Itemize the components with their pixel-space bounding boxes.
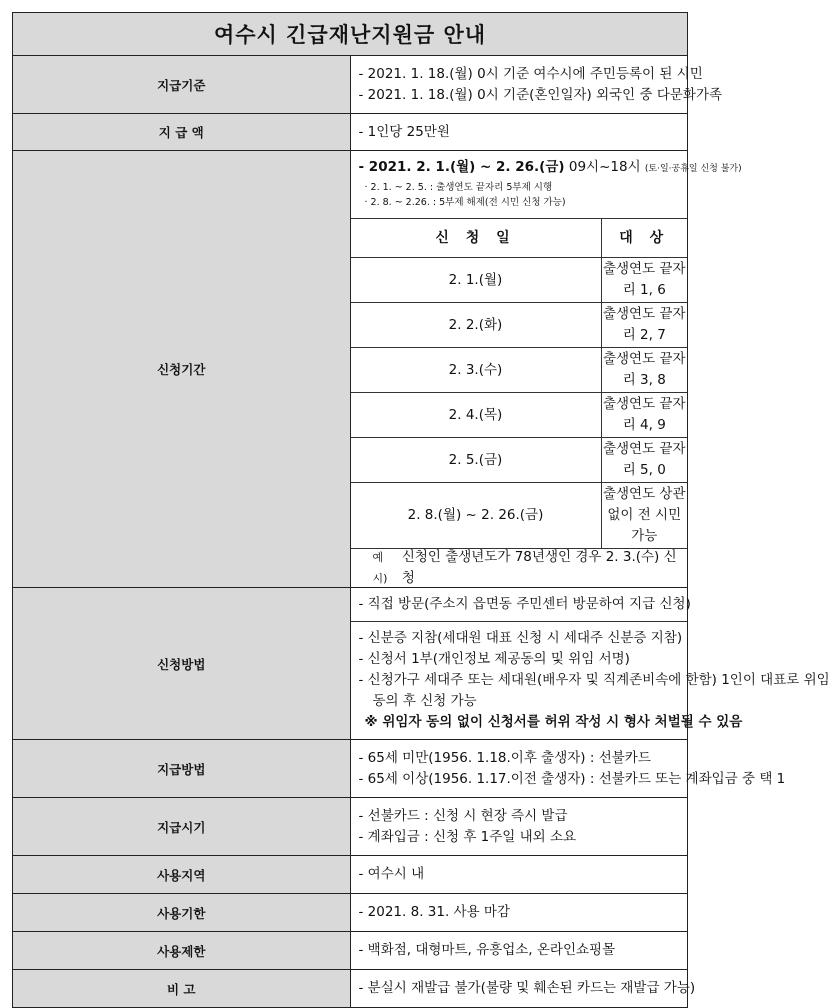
schedule-table	[351, 218, 688, 548]
period-headline	[351, 157, 742, 180]
method-line-3: - 신청가구 세대주 또는 세대원(배우자 및 직계존비속에 한함) 1인이 대표로 위임	[358, 672, 830, 688]
eligibility-line-1: - 2021. 1. 18.(월) 0시 기준 여수시에 주민등록이 된 시민	[358, 65, 703, 82]
row-usage-area	[13, 856, 688, 894]
method-line-4: 동의 후 신청 가능	[372, 693, 477, 709]
page-title: 여수시 긴급재난지원금 안내	[13, 13, 688, 56]
label-payment-time: 지급시기	[13, 798, 351, 856]
period-note: (토·일·공휴일 신청 불가)	[644, 164, 742, 174]
method-line-2: - 신청서 1부(개인정보 제공동의 및 위임 서명)	[358, 651, 630, 667]
eligibility-line-2: - 2021. 1. 18.(월) 0시 기준(혼인일자) 외국인 중 다문화가족	[358, 86, 723, 103]
schedule-date: 2. 1.(월)	[351, 258, 602, 303]
remarks-line: - 분실시 재발급 불가(불량 및 훼손된 카드는 재발급 가능)	[358, 980, 696, 996]
schedule-date: 2. 8.(월) ~ 2. 26.(금)	[351, 483, 602, 549]
row-amount	[13, 114, 688, 151]
row-usage-restriction	[13, 932, 688, 970]
row-payment-time	[13, 798, 688, 856]
schedule-target: 출생연도 끝자리 3, 8	[601, 348, 687, 393]
notice-document	[12, 12, 830, 1008]
payment-method-line-1: - 65세 미만(1956. 1.18.이후 출생자) : 선불카드	[358, 749, 651, 766]
row-method	[13, 588, 688, 740]
schedule-row	[351, 393, 688, 438]
schedule-header-date: 신 청 일	[351, 219, 602, 258]
method-visit: - 직접 방문(주소지 읍면동 주민센터 방문하여 지급 신청)	[358, 596, 691, 612]
label-period: 신청기간	[13, 151, 351, 588]
period-hours: 09시~18시	[564, 159, 641, 175]
example-text: 신청인 출생년도가 78년생인 경우 2. 3.(수) 신청	[401, 549, 677, 586]
row-remarks	[13, 970, 688, 1008]
schedule-date: 2. 3.(수)	[351, 348, 602, 393]
title-row	[13, 13, 688, 56]
schedule-target: 출생연도 끝자리 2, 7	[601, 303, 687, 348]
payment-method-line-2: - 65세 이상(1956. 1.17.이전 출생자) : 선불카드 또는 계좌입금 중 택 1	[358, 770, 786, 787]
label-usage-area: 사용지역	[13, 856, 351, 894]
payment-time-line-2: - 계좌입금 : 신청 후 1주일 내외 소요	[358, 828, 577, 845]
label-payment-method: 지급방법	[13, 740, 351, 798]
schedule-row	[351, 348, 688, 393]
period-subline-1: · 2. 1. ~ 2. 5. : 출생연도 끝자리 5부제 시행	[364, 182, 553, 193]
divider	[351, 621, 688, 622]
notice-table	[12, 12, 830, 1008]
row-period	[13, 151, 688, 588]
method-line-1: - 신분증 지참(세대원 대표 신청 시 세대주 신분증 지참)	[358, 630, 683, 646]
label-usage-deadline: 사용기한	[13, 894, 351, 932]
row-payment-method	[13, 740, 688, 798]
example-tag: 예시)	[372, 551, 388, 585]
period-example	[351, 548, 688, 587]
schedule-target: 출생연도 끝자리 4, 9	[601, 393, 687, 438]
payment-time-line-1: - 선불카드 : 신청 시 현장 즉시 발급	[358, 807, 568, 824]
usage-deadline-line: - 2021. 8. 31. 사용 마감	[358, 904, 510, 920]
label-method: 신청방법	[13, 588, 351, 740]
method-warning: ※ 위임자 동의 없이 신청서를 허위 작성 시 형사 처벌될 수 있음	[364, 714, 743, 730]
schedule-row	[351, 483, 688, 549]
amount-line: - 1인당 25만원	[358, 123, 450, 140]
schedule-row	[351, 303, 688, 348]
schedule-target: 출생연도 상관없이 전 시민 가능	[601, 483, 687, 549]
label-eligibility: 지급기준	[13, 56, 351, 114]
usage-restriction-line: - 백화점, 대형마트, 유흥업소, 온라인쇼핑몰	[358, 942, 616, 958]
label-amount: 지 급 액	[13, 114, 351, 151]
period-subline-2: · 2. 8. ~ 2.26. : 5부제 해제(전 시민 신청 가능)	[364, 197, 566, 208]
row-eligibility	[13, 56, 688, 114]
schedule-date: 2. 2.(화)	[351, 303, 602, 348]
label-usage-restriction: 사용제한	[13, 932, 351, 970]
schedule-date: 2. 4.(목)	[351, 393, 602, 438]
schedule-target: 출생연도 끝자리 5, 0	[601, 438, 687, 483]
usage-area-line: - 여수시 내	[358, 866, 425, 882]
schedule-row	[351, 438, 688, 483]
schedule-header	[351, 219, 688, 258]
schedule-target: 출생연도 끝자리 1, 6	[601, 258, 687, 303]
schedule-row	[351, 258, 688, 303]
schedule-header-target: 대 상	[601, 219, 687, 258]
row-usage-deadline	[13, 894, 688, 932]
period-dates: - 2021. 2. 1.(월) ~ 2. 26.(금)	[358, 159, 565, 175]
schedule-date: 2. 5.(금)	[351, 438, 602, 483]
label-remarks: 비 고	[13, 970, 351, 1008]
